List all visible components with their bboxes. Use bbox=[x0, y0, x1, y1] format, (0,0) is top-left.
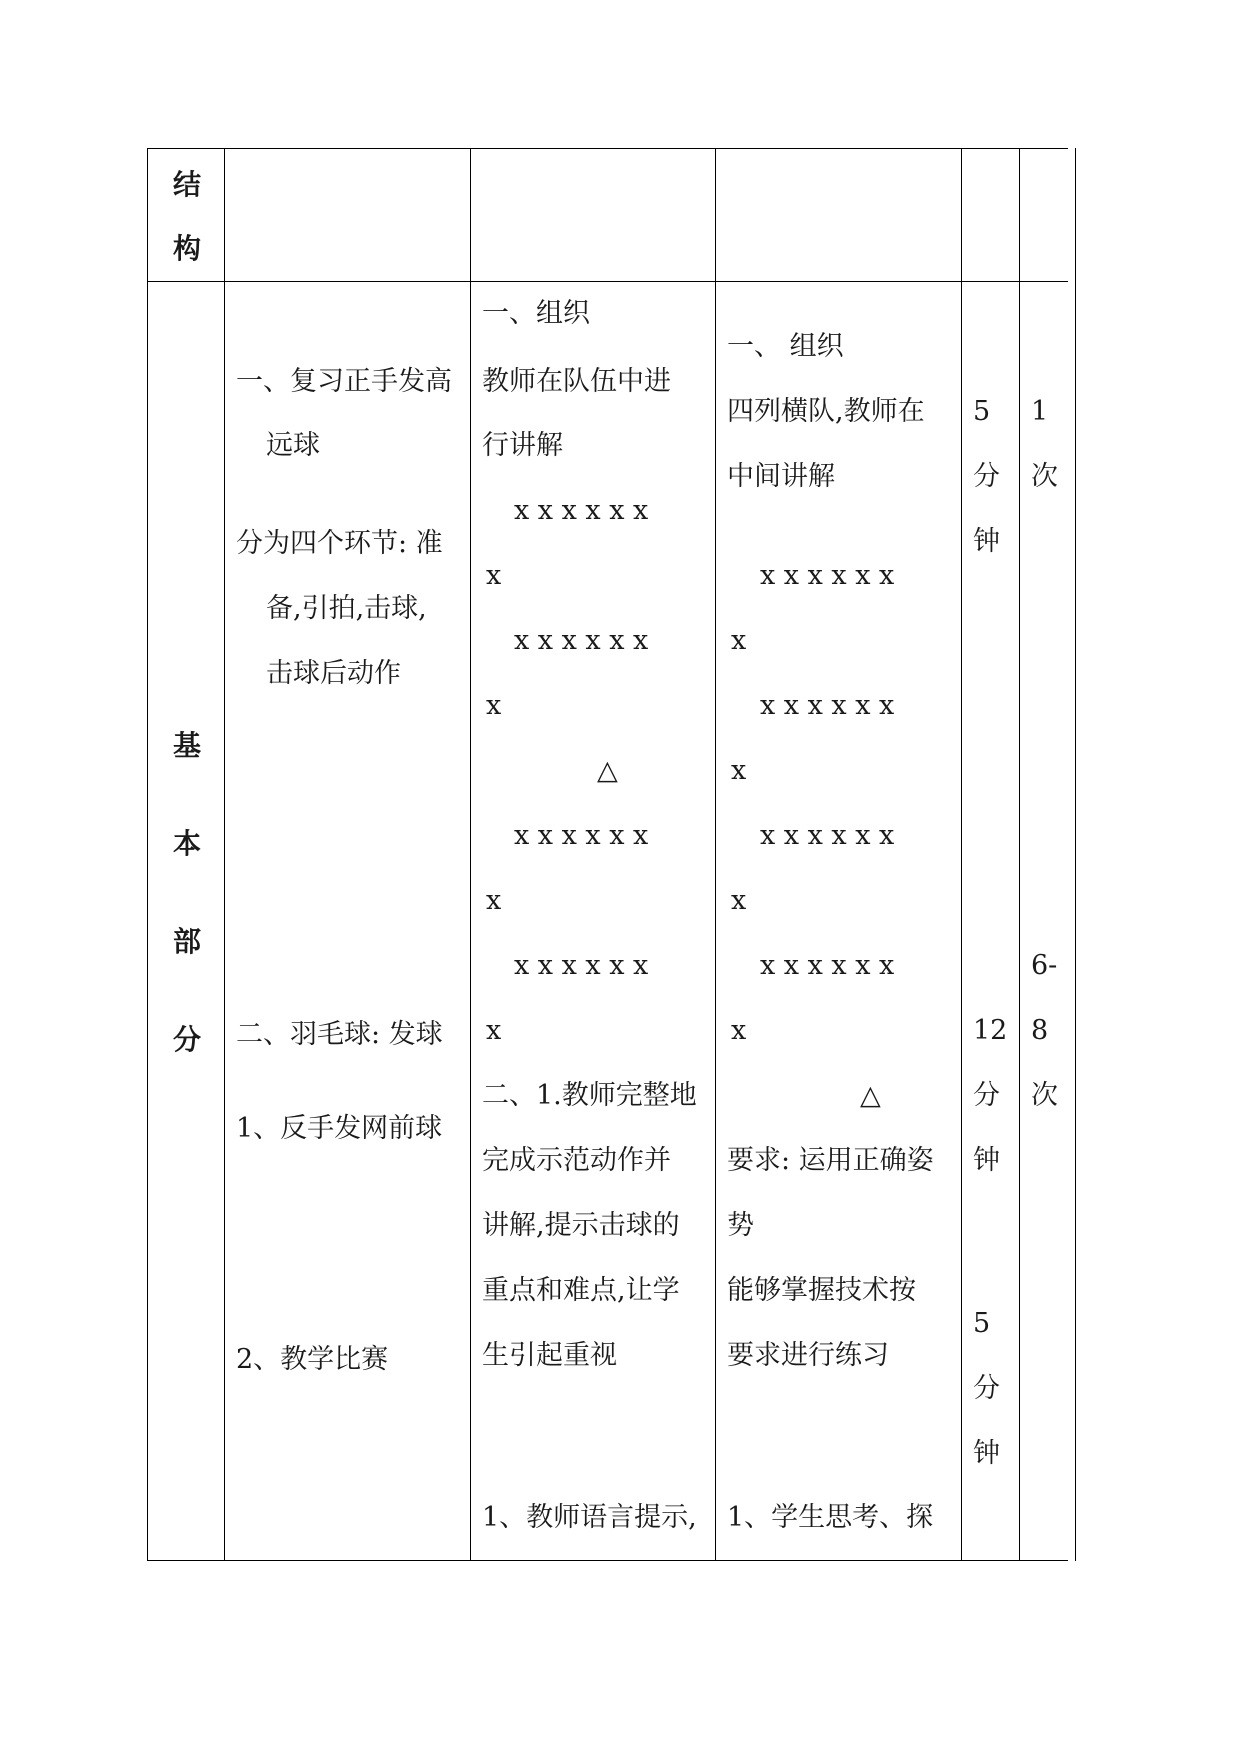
student-requirement-line-2: 势 bbox=[727, 1210, 754, 1241]
teacher-formation-row-4-tail: x bbox=[486, 1015, 502, 1046]
table-border-top bbox=[147, 148, 1068, 149]
table-border-right bbox=[1075, 148, 1076, 1561]
teacher-formation-row-1-tail: x bbox=[486, 560, 502, 591]
count-1-unit: 次 bbox=[1031, 461, 1058, 492]
teacher-formation-row-1: x x x x x x bbox=[514, 495, 649, 526]
student-org-title: 一、 组织 bbox=[727, 331, 844, 362]
content-item1-title-cont: 远球 bbox=[266, 430, 320, 461]
student-formation-row-4: x x x x x x bbox=[760, 950, 895, 981]
teacher-formation-row-2: x x x x x x bbox=[514, 625, 649, 656]
content-item1-desc-3: 击球后动作 bbox=[266, 658, 401, 689]
teacher-formation-row-3: x x x x x x bbox=[514, 820, 649, 851]
count-2-number: 6- bbox=[1031, 950, 1058, 981]
student-formation-row-3-tail: x bbox=[731, 885, 747, 916]
student-formation-row-1: x x x x x x bbox=[760, 560, 895, 591]
student-org-line-2: 中间讲解 bbox=[727, 461, 835, 492]
time-2-unit-2: 钟 bbox=[973, 1145, 1000, 1176]
student-requirement-line-1: 要求: 运用正确姿 bbox=[727, 1145, 934, 1176]
content-item2-title: 二、羽毛球: 发球 bbox=[236, 1019, 443, 1050]
header-structure-char-2: 构 bbox=[173, 232, 202, 265]
teacher-demo-line-2: 完成示范动作并 bbox=[482, 1145, 671, 1176]
student-formation-row-3: x x x x x x bbox=[760, 820, 895, 851]
student-org-line-1: 四列横队,教师在 bbox=[727, 396, 925, 427]
table-col-divider-5 bbox=[1019, 148, 1020, 1561]
student-requirement-line-4: 要求进行练习 bbox=[727, 1340, 889, 1371]
teacher-demo-line-1: 二、1.教师完整地 bbox=[482, 1080, 697, 1111]
teacher-org-line-2: 行讲解 bbox=[482, 430, 563, 461]
time-2-unit-1: 分 bbox=[973, 1080, 1000, 1111]
time-2-number: 12 bbox=[973, 1015, 1008, 1046]
time-3-number: 5 bbox=[973, 1308, 991, 1339]
table-col-divider-3 bbox=[715, 148, 716, 1561]
teacher-formation-row-4: x x x x x x bbox=[514, 950, 649, 981]
student-formation-row-1-tail: x bbox=[731, 625, 747, 656]
table-col-divider-4 bbox=[961, 148, 962, 1561]
time-3-unit-1: 分 bbox=[973, 1373, 1000, 1404]
count-2-unit: 次 bbox=[1031, 1080, 1058, 1111]
student-think-line: 1、学生思考、探 bbox=[727, 1502, 934, 1533]
teacher-demo-line-4: 重点和难点,让学 bbox=[482, 1275, 680, 1306]
count-1-number: 1 bbox=[1031, 396, 1049, 427]
student-formation-row-4-tail: x bbox=[731, 1015, 747, 1046]
teacher-formation-row-2-tail: x bbox=[486, 690, 502, 721]
content-item2-sub-1: 1、反手发网前球 bbox=[236, 1113, 443, 1144]
teacher-prompt-line: 1、教师语言提示, bbox=[482, 1502, 697, 1533]
time-1-unit-2: 钟 bbox=[973, 526, 1000, 557]
time-1-number: 5 bbox=[973, 396, 991, 427]
teacher-demo-line-3: 讲解,提示击球的 bbox=[482, 1210, 680, 1241]
section-label-char-2: 本 bbox=[173, 827, 202, 860]
teacher-formation-row-3-tail: x bbox=[486, 885, 502, 916]
count-2-number-cont: 8 bbox=[1031, 1015, 1049, 1046]
table-border-left bbox=[147, 148, 148, 1561]
student-requirement-line-3: 能够掌握技术按 bbox=[727, 1275, 916, 1306]
time-3-unit-2: 钟 bbox=[973, 1438, 1000, 1469]
table-header-divider bbox=[147, 281, 1068, 282]
student-formation-row-2: x x x x x x bbox=[760, 690, 895, 721]
section-label-char-1: 基 bbox=[173, 729, 202, 762]
teacher-org-title: 一、组织 bbox=[482, 298, 590, 329]
content-item1-desc-2: 备,引拍,击球, bbox=[266, 593, 427, 624]
header-structure-char-1: 结 bbox=[173, 168, 202, 201]
content-item1-desc-1: 分为四个环节: 准 bbox=[236, 528, 443, 559]
teacher-demo-line-5: 生引起重视 bbox=[482, 1340, 617, 1371]
content-item2-sub-2: 2、教学比赛 bbox=[236, 1344, 389, 1375]
section-label-char-4: 分 bbox=[173, 1023, 202, 1056]
teacher-position-triangle: △ bbox=[597, 755, 618, 786]
student-position-triangle: △ bbox=[860, 1080, 881, 1111]
teacher-org-line-1: 教师在队伍中进 bbox=[482, 366, 671, 397]
student-formation-row-2-tail: x bbox=[731, 755, 747, 786]
table-border-bottom bbox=[147, 1560, 1068, 1561]
content-item1-title: 一、复习正手发高 bbox=[236, 366, 452, 397]
time-1-unit-1: 分 bbox=[973, 461, 1000, 492]
table-col-divider-1 bbox=[224, 148, 225, 1561]
section-label-char-3: 部 bbox=[173, 925, 202, 958]
table-col-divider-2 bbox=[470, 148, 471, 1561]
